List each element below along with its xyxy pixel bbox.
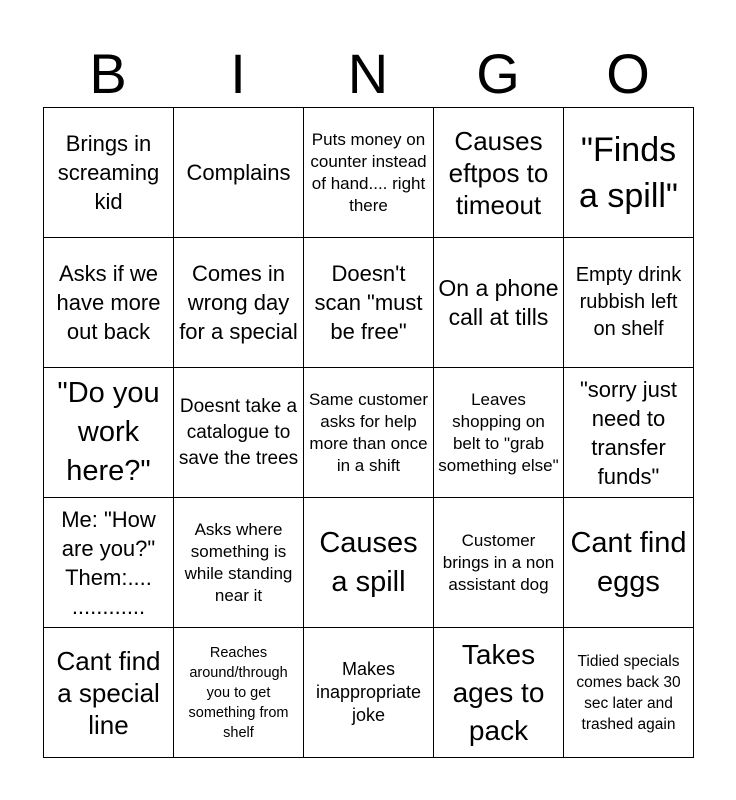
- bingo-cell[interactable]: [44, 628, 174, 758]
- cell-text: Reaches around/through you to get something from shelf: [188, 644, 289, 741]
- cell-text: Makes inappropriate joke: [315, 659, 422, 725]
- cell-text: Customer brings in a non assistant dog: [442, 530, 555, 594]
- bingo-cell[interactable]: [304, 368, 434, 498]
- bingo-cell[interactable]: [564, 368, 694, 498]
- header-letter-i: I: [230, 42, 246, 105]
- cell-text: Asks where something is while standing near it: [184, 519, 293, 605]
- cell-text: Takes ages to pack: [452, 638, 545, 746]
- cell-text: Doesnt take a catalogue to save the trees: [178, 395, 299, 469]
- header-letter-g: G: [476, 42, 520, 105]
- bingo-cell[interactable]: [434, 108, 564, 238]
- bingo-cell[interactable]: [304, 628, 434, 758]
- bingo-cell[interactable]: [304, 498, 434, 628]
- bingo-cell[interactable]: [564, 238, 694, 368]
- cell-text: Complains: [186, 160, 291, 185]
- bingo-cell[interactable]: [44, 368, 174, 498]
- bingo-cell[interactable]: [44, 238, 174, 368]
- bingo-cell[interactable]: [174, 628, 304, 758]
- cell-text: Leaves shopping on belt to "grab something else": [438, 389, 559, 475]
- cell-text: Me: "How are you?" Them:.... ............: [61, 506, 156, 619]
- cell-text: Cant find eggs: [570, 526, 687, 598]
- bingo-cell[interactable]: [564, 108, 694, 238]
- cell-text: Tidied specials comes back 30 sec later and trashed again: [576, 652, 681, 733]
- cell-text: Comes in wrong day for a special: [179, 261, 298, 344]
- bingo-cell[interactable]: [434, 238, 564, 368]
- bingo-cell[interactable]: [434, 628, 564, 758]
- cell-text: Causes a spill: [319, 526, 418, 598]
- header-letter-b: B: [89, 42, 127, 105]
- cell-text: Asks if we have more out back: [56, 261, 161, 344]
- cell-text: Cant find a special line: [56, 645, 161, 740]
- cell-text: Brings in screaming kid: [57, 131, 160, 214]
- board-row: [44, 628, 694, 758]
- header-letter-n: N: [347, 42, 389, 105]
- bingo-cell[interactable]: [434, 498, 564, 628]
- bingo-cell[interactable]: [44, 498, 174, 628]
- cell-text: Doesn't scan "must be free": [314, 261, 423, 344]
- header-letter-o: O: [606, 42, 650, 105]
- bingo-cell[interactable]: [174, 238, 304, 368]
- bingo-header: [43, 40, 693, 108]
- cell-text: Puts money on counter instead of hand.... right there: [310, 129, 427, 215]
- cell-text: "Finds a spill": [579, 130, 678, 215]
- bingo-cell[interactable]: [174, 498, 304, 628]
- cell-text: "Do you work here?": [57, 377, 160, 487]
- cell-text: "sorry just need to transfer funds": [579, 376, 678, 489]
- bingo-cell[interactable]: [304, 238, 434, 368]
- bingo-board: [43, 107, 694, 758]
- cell-text: Same customer asks for help more than once in a shift: [308, 389, 429, 475]
- board-row: [44, 238, 694, 368]
- bingo-cell[interactable]: [564, 498, 694, 628]
- bingo-cell[interactable]: [434, 368, 564, 498]
- board-row: [44, 368, 694, 498]
- bingo-cell[interactable]: [174, 108, 304, 238]
- bingo-cell[interactable]: [304, 108, 434, 238]
- cell-text: On a phone call at tills: [438, 274, 559, 330]
- bingo-cell[interactable]: [44, 108, 174, 238]
- board-row: [44, 108, 694, 238]
- bingo-cell[interactable]: [174, 368, 304, 498]
- bingo-cell[interactable]: [564, 628, 694, 758]
- cell-text: Causes eftpos to timeout: [448, 125, 549, 220]
- board-row: [44, 498, 694, 628]
- cell-text: Empty drink rubbish left on shelf: [575, 264, 682, 340]
